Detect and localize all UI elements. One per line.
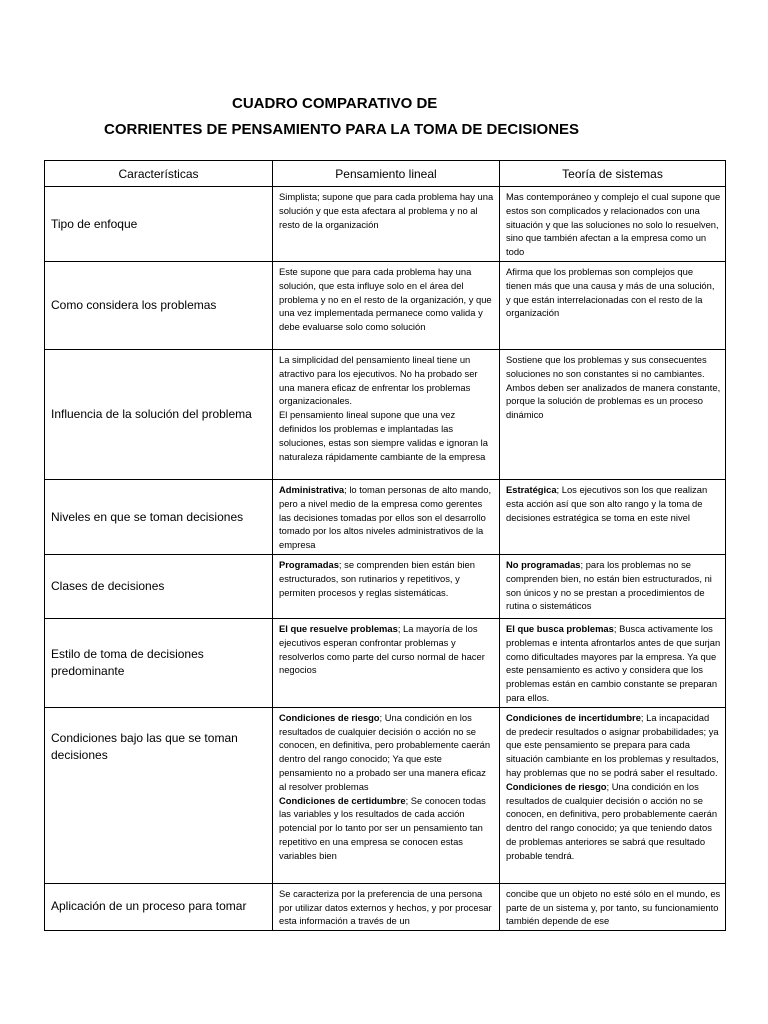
sistemas-cell: Afirma que los problemas son complejos que tienen más que una causa y más de una solución, y que están interrelacionadas con el resto de la organización bbox=[500, 262, 726, 350]
sistemas-cell: Estratégica; Los ejecutivos son los que realizan esta acción así que son alto rango y la toma de decisiones estratégica se toma en este nivel bbox=[500, 480, 726, 555]
lineal-cell: El que resuelve problemas; La mayoría de los ejecutivos esperan confrontar problemas y resolverlos como parte del curso normal de hacer negocios bbox=[273, 619, 500, 708]
lineal-cell: Administrativa; lo toman personas de alto mando, pero a nivel medio de la empresa como gerentes las decisiones tomadas por ellos son el desarrollo tomado por los altos niveles administrativos de la empresa bbox=[273, 480, 500, 555]
table-row bbox=[45, 707, 726, 883]
comparison-table bbox=[44, 160, 726, 931]
lineal-cell: Se caracteriza por la preferencia de una persona por utilizar datos externos y hechos, y por procesar esta información a través de un bbox=[273, 883, 500, 930]
lineal-cell: La simplicidad del pensamiento lineal tiene un atractivo para los ejecutivos. No ha probado ser una manera eficaz de enfrentar los problemas organizacionales. El pensamiento lineal supone que una vez definidos los problemas e implantadas las soluciones, estas son siempre validas e ignoran la naturaleza rápidamente cambiante de la empresa bbox=[273, 350, 500, 480]
table-row bbox=[45, 883, 726, 930]
header-pensamiento-lineal: Pensamiento lineal bbox=[273, 161, 500, 187]
table-row bbox=[45, 619, 726, 708]
header-caracteristicas: Características bbox=[45, 161, 273, 187]
sistemas-cell: El que busca problemas; Busca activamente los problemas e intenta afrontarlos antes de que surjan como dificultades mayores par la empresa. Ya que este pensamiento es activo y considera que los problemas están en cambio constante se preparan para ellos. bbox=[500, 619, 726, 708]
header-teoria-sistemas: Teoría de sistemas bbox=[500, 161, 726, 187]
table-row bbox=[45, 262, 726, 350]
table-row bbox=[45, 480, 726, 555]
sistemas-cell: No programadas; para los problemas no se comprenden bien, no están bien estructurados, ni son únicos y no se prestan a procedimientos de rutina o sistemáticos bbox=[500, 555, 726, 619]
row-label: Condiciones bajo las que se toman decisiones bbox=[45, 707, 273, 883]
lineal-cell: Simplista; supone que para cada problema hay una solución y que esta afectara al problema y no al resto de la organización bbox=[273, 187, 500, 262]
sistemas-cell: concibe que un objeto no esté sólo en el mundo, es parte de un sistema y, por tanto, su funcionamiento también depende de ese bbox=[500, 883, 726, 930]
table-row bbox=[45, 187, 726, 262]
sistemas-cell: Mas contemporáneo y complejo el cual supone que estos son complicados y relacionados con una situación y que las soluciones no solo lo resuelven, sino que también afectan a la empresa como un todo bbox=[500, 187, 726, 262]
row-label: Estilo de toma de decisiones predominante bbox=[45, 619, 273, 708]
row-label: Aplicación de un proceso para tomar bbox=[45, 883, 273, 930]
lineal-cell: Programadas; se comprenden bien están bien estructurados, son rutinarios y repetitivos, y permiten procesos y reglas sistemáticas. bbox=[273, 555, 500, 619]
lineal-cell: Este supone que para cada problema hay una solución, que esta influye solo en el área del problema y no en el resto de la organización, y que una vez implementada permanece como valida y debe evaluarse solo como solución bbox=[273, 262, 500, 350]
table-row bbox=[45, 350, 726, 480]
row-label: Como considera los problemas bbox=[45, 262, 273, 350]
sistemas-cell: Sostiene que los problemas y sus consecuentes soluciones no son constantes si no cambiantes. Ambos deben ser analizados de manera constante, porque la solución de problemas es un proceso dinámico bbox=[500, 350, 726, 480]
row-label: Clases de decisiones bbox=[45, 555, 273, 619]
row-label: Influencia de la solución del problema bbox=[45, 350, 273, 480]
lineal-cell: Condiciones de riesgo; Una condición en los resultados de cualquier decisión o acción no se conocen, en definitiva, pero probablemente caerán dentro del rango conocido; Ya que este pensamiento no a probado ser una manera eficaz al resolver problemas Condiciones de certidumbre; Se conocen todas las variables y los resultados de cada acción potencial por lo tanto por ser un pensamiento tan repetitivo en una empresa se conocen estas variables bien bbox=[273, 707, 500, 883]
sistemas-cell: Condiciones de incertidumbre; La incapacidad de predecir resultados o asignar probabilidades; ya que este pensamiento se prepara para cada situación cambiante en los problemas y resultados, hay problemas que no se podrá saber el resultado. Condiciones de riesgo; Una condición en los resultados de cualquier decisión o acción no se conocen, en definitiva, pero probablemente caerán dentro del rango conocido; ya que teniendo datos de problemas anteriores se sabrá que resultado probable tendrá. bbox=[500, 707, 726, 883]
table-header-row bbox=[45, 161, 726, 187]
table-row bbox=[45, 555, 726, 619]
row-label: Tipo de enfoque bbox=[45, 187, 273, 262]
row-label: Niveles en que se toman decisiones bbox=[45, 480, 273, 555]
